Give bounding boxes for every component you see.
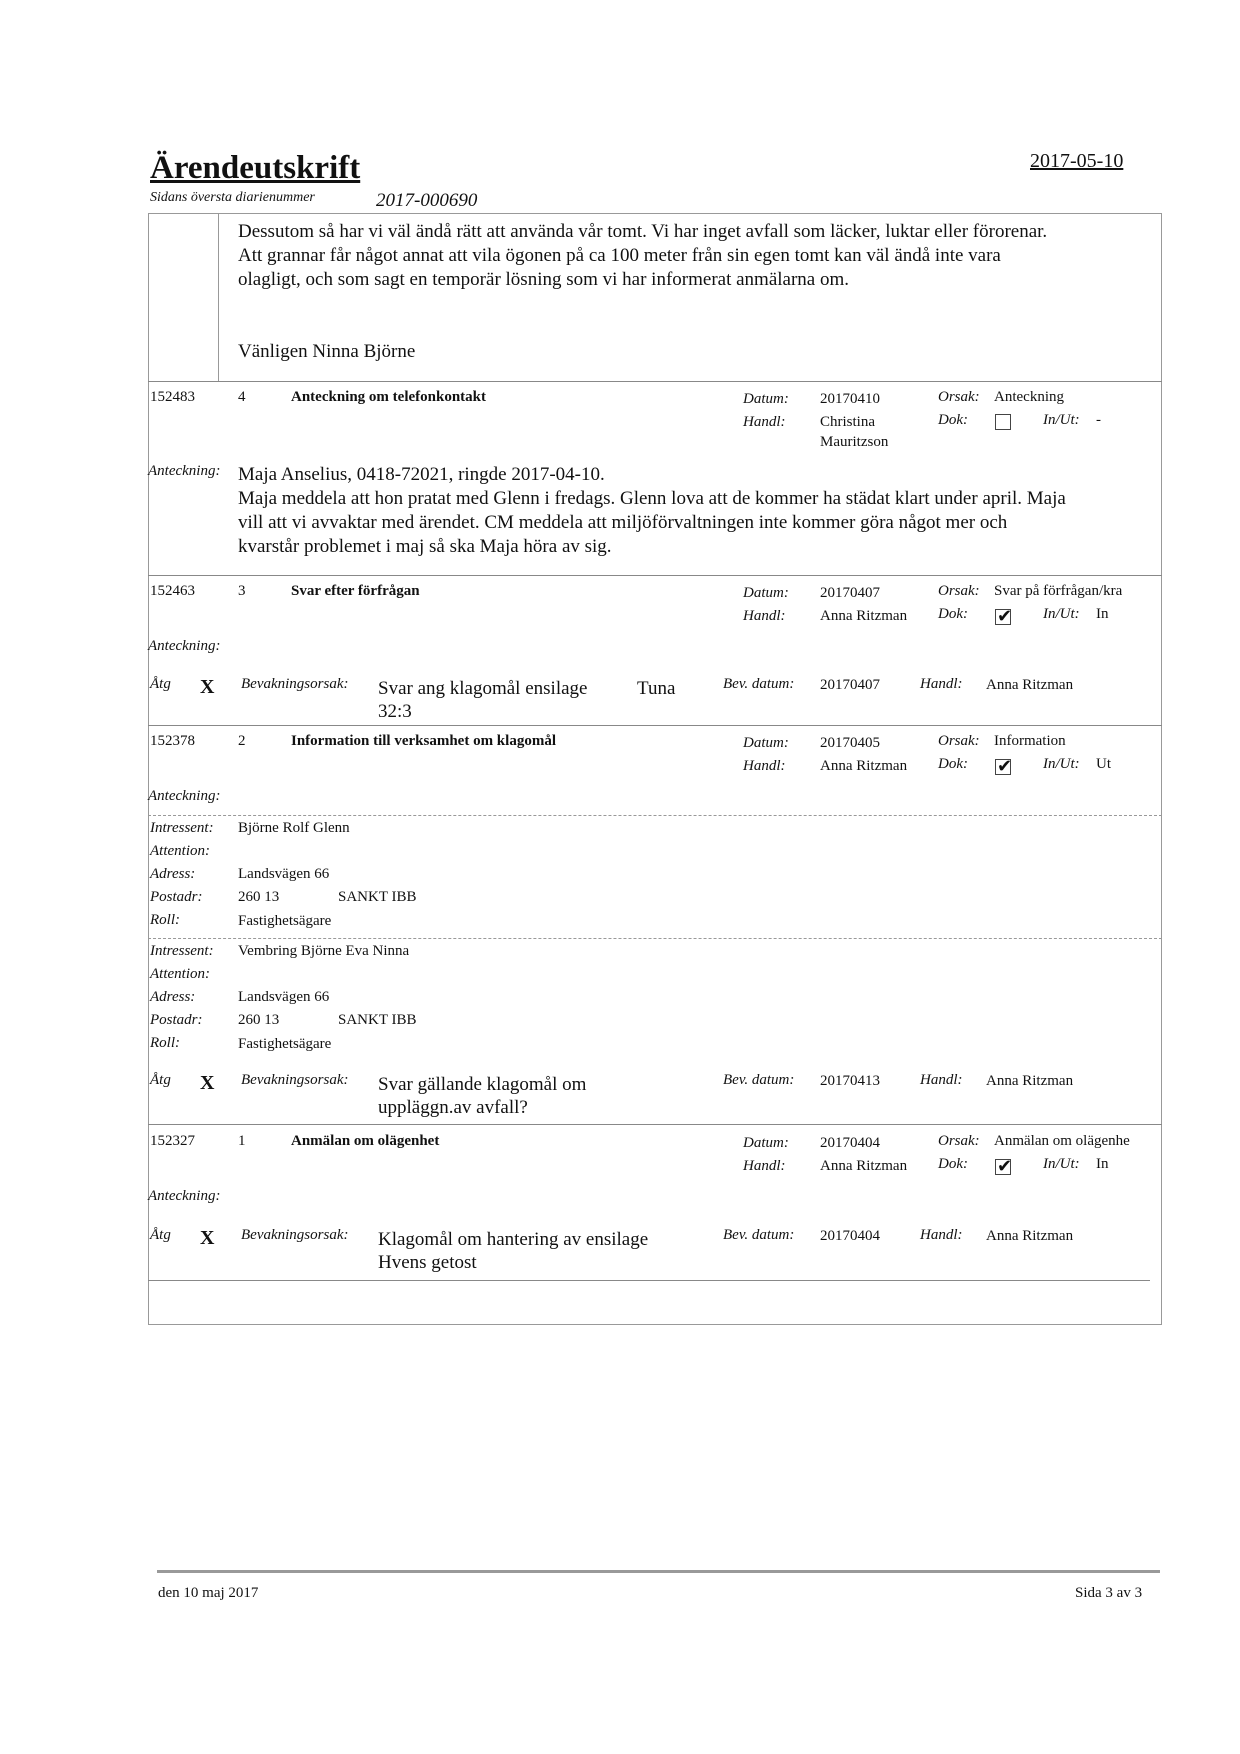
- bev-handl-value: Anna Ritzman: [986, 677, 1074, 693]
- dok-label: Dok:: [938, 606, 968, 622]
- anteckning-label: Anteckning:: [148, 463, 221, 479]
- record-separator: [148, 1124, 1162, 1125]
- orsak-label: Orsak:: [938, 1133, 980, 1149]
- handl-value: Anna Ritzman: [820, 758, 908, 774]
- record-id: 152483: [150, 389, 195, 405]
- note-line: vill att vi avvaktar med ärendet. CM meddela att miljöförvaltningen inte kommer göra något mer och: [238, 512, 1008, 533]
- bevdatum-label: Bev. datum:: [723, 1072, 795, 1088]
- ort-value: SANKT IBB: [338, 1012, 417, 1028]
- inut-label: In/Ut:: [1043, 756, 1080, 772]
- handl-value: Anna Ritzman: [820, 1158, 908, 1174]
- bevdatum-label: Bev. datum:: [723, 1227, 795, 1243]
- check-icon: ✔: [997, 1156, 1013, 1176]
- bevakningsorsak-value: 32:3: [378, 701, 412, 722]
- handl-label: Handl:: [743, 608, 786, 624]
- adress-value: Landsvägen 66: [238, 989, 330, 1005]
- record-separator: [148, 725, 1162, 726]
- intressent-name: Vembring Björne Eva Ninna: [238, 943, 410, 959]
- datum-label: Datum:: [743, 391, 789, 407]
- orsak-value: Svar på förfrågan/kra: [994, 583, 1123, 599]
- orsak-label: Orsak:: [938, 389, 980, 405]
- handl-label: Handl:: [743, 414, 786, 430]
- atg-mark: X: [200, 676, 215, 698]
- attention-label: Attention:: [150, 966, 210, 982]
- record-id: 152463: [150, 583, 195, 599]
- record-title: Anmälan om olägenhet: [291, 1133, 440, 1149]
- atg-mark: X: [200, 1227, 215, 1249]
- record-id: 152327: [150, 1133, 195, 1149]
- bevakningsorsak-value: Hvens getost: [378, 1252, 477, 1273]
- atg-label: Åtg: [150, 676, 171, 692]
- bevakningsorsak-value: Svar gällande klagomål om: [378, 1074, 587, 1095]
- datum-value: 20170404: [820, 1135, 880, 1151]
- continuation-line: Att grannar får något annat att vila ögonen på ca 100 meter från sin egen tomt kan väl ändå inte vara: [238, 245, 1001, 266]
- bev-handl-label: Handl:: [920, 1072, 963, 1088]
- continuation-left-column: [218, 213, 219, 381]
- bevakningsorsak-value: Tuna: [637, 678, 676, 699]
- dok-label: Dok:: [938, 412, 968, 428]
- page-number: Sida 3 av 3: [1075, 1585, 1143, 1601]
- anteckning-label: Anteckning:: [148, 788, 221, 804]
- diarienummer: 2017-000690: [376, 190, 478, 211]
- adress-value: Landsvägen 66: [238, 866, 330, 882]
- attention-label: Attention:: [150, 843, 210, 859]
- bev-handl-value: Anna Ritzman: [986, 1073, 1074, 1089]
- adress-label: Adress:: [150, 989, 196, 1005]
- page-title: Ärendeutskrift: [150, 150, 361, 186]
- datum-label: Datum:: [743, 585, 789, 601]
- datum-value: 20170407: [820, 585, 880, 601]
- inut-label: In/Ut:: [1043, 606, 1080, 622]
- orsak-label: Orsak:: [938, 733, 980, 749]
- record-id: 152378: [150, 733, 195, 749]
- bevdatum-value: 20170407: [820, 677, 880, 693]
- orsak-value: Information: [994, 733, 1066, 749]
- dok-checkbox[interactable]: [995, 606, 1013, 626]
- inut-value: -: [1096, 412, 1101, 428]
- continuation-signoff: Vänligen Ninna Björne: [238, 341, 416, 362]
- atg-mark: X: [200, 1072, 215, 1094]
- handl-label: Handl:: [743, 758, 786, 774]
- bev-handl-label: Handl:: [920, 1227, 963, 1243]
- bevakningsorsak-value: Klagomål om hantering av ensilage: [378, 1229, 649, 1250]
- postadr-label: Postadr:: [150, 889, 203, 905]
- dok-label: Dok:: [938, 1156, 968, 1172]
- bevakningsorsak-label: Bevakningsorsak:: [241, 1072, 349, 1088]
- anteckning-label: Anteckning:: [148, 1188, 221, 1204]
- intressent-label: Intressent:: [150, 943, 214, 959]
- bevdatum-value: 20170413: [820, 1073, 880, 1089]
- footer-rule: [157, 1570, 1160, 1573]
- record-title: Information till verksamhet om klagomål: [291, 733, 556, 749]
- inut-value: Ut: [1096, 756, 1111, 772]
- dok-checkbox[interactable]: [995, 756, 1013, 776]
- datum-value: 20170405: [820, 735, 880, 751]
- dok-checkbox[interactable]: [995, 414, 1011, 430]
- record-separator: [148, 1280, 1150, 1281]
- print-date: 2017-05-10: [1030, 150, 1124, 172]
- record-seq: 2: [238, 733, 246, 749]
- intressent-label: Intressent:: [150, 820, 214, 836]
- continuation-line: olagligt, och som sagt en temporär lösning som vi har informerat anmälarna om.: [238, 269, 850, 290]
- datum-label: Datum:: [743, 1135, 789, 1151]
- note-line: kvarstår problemet i maj så ska Maja höra av sig.: [238, 536, 612, 557]
- bev-handl-label: Handl:: [920, 676, 963, 692]
- orsak-value: Anmälan om olägenhe: [994, 1133, 1130, 1149]
- intressent-separator: [148, 815, 1162, 816]
- roll-value: Fastighetsägare: [238, 1036, 332, 1052]
- orsak-value: Anteckning: [994, 389, 1064, 405]
- roll-value: Fastighetsägare: [238, 913, 332, 929]
- postnr-value: 260 13: [238, 1012, 280, 1028]
- roll-label: Roll:: [150, 912, 180, 928]
- postadr-label: Postadr:: [150, 1012, 203, 1028]
- check-icon: ✔: [997, 756, 1013, 776]
- inut-value: In: [1096, 1156, 1109, 1172]
- check-icon: ✔: [997, 606, 1013, 626]
- atg-label: Åtg: [150, 1227, 171, 1243]
- adress-label: Adress:: [150, 866, 196, 882]
- inut-label: In/Ut:: [1043, 412, 1080, 428]
- bevakningsorsak-value: Svar ang klagomål ensilage: [378, 678, 588, 699]
- bevakningsorsak-value: uppläggn.av avfall?: [378, 1097, 528, 1118]
- anteckning-label: Anteckning:: [148, 638, 221, 654]
- record-title: Anteckning om telefonkontakt: [291, 389, 487, 405]
- handl-value: Mauritzson: [820, 434, 889, 450]
- bev-handl-value: Anna Ritzman: [986, 1228, 1074, 1244]
- bevdatum-value: 20170404: [820, 1228, 880, 1244]
- datum-label: Datum:: [743, 735, 789, 751]
- handl-label: Handl:: [743, 1158, 786, 1174]
- note-line: Maja meddela att hon pratat med Glenn i fredags. Glenn lova att de kommer ha städat klart under april. Maja: [238, 488, 1066, 509]
- note-line: Maja Anselius, 0418-72021, ringde 2017-04-10.: [238, 464, 605, 485]
- datum-value: 20170410: [820, 391, 880, 407]
- record-seq: 3: [238, 583, 246, 599]
- ort-value: SANKT IBB: [338, 889, 417, 905]
- record-separator: [148, 381, 1162, 382]
- bevakningsorsak-label: Bevakningsorsak:: [241, 676, 349, 692]
- handl-value: Anna Ritzman: [820, 608, 908, 624]
- handl-value: Christina: [820, 414, 875, 430]
- record-seq: 4: [238, 389, 246, 405]
- record-title: Svar efter förfrågan: [291, 583, 420, 599]
- inut-value: In: [1096, 606, 1109, 622]
- record-seq: 1: [238, 1133, 246, 1149]
- atg-label: Åtg: [150, 1072, 171, 1088]
- bevdatum-label: Bev. datum:: [723, 676, 795, 692]
- continuation-line: Dessutom så har vi väl ändå rätt att använda vår tomt. Vi har inget avfall som läcker, luktar eller förorenar.: [238, 221, 1048, 242]
- record-separator: [148, 575, 1162, 576]
- roll-label: Roll:: [150, 1035, 180, 1051]
- inut-label: In/Ut:: [1043, 1156, 1080, 1172]
- dok-label: Dok:: [938, 756, 968, 772]
- postnr-value: 260 13: [238, 889, 280, 905]
- intressent-name: Björne Rolf Glenn: [238, 820, 350, 836]
- footer-date: den 10 maj 2017: [158, 1585, 259, 1601]
- dok-checkbox[interactable]: [995, 1156, 1013, 1176]
- bevakningsorsak-label: Bevakningsorsak:: [241, 1227, 349, 1243]
- orsak-label: Orsak:: [938, 583, 980, 599]
- diarienummer-label: Sidans översta diarienummer: [150, 190, 315, 205]
- intressent-separator: [148, 938, 1162, 939]
